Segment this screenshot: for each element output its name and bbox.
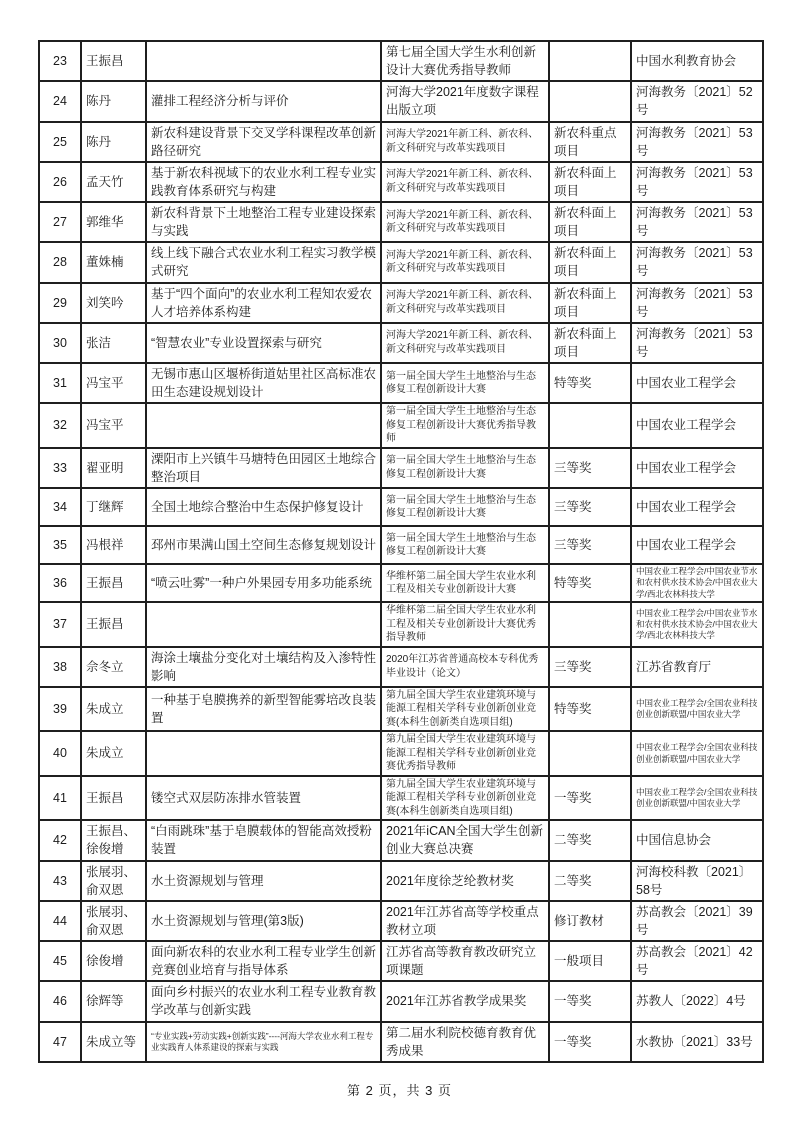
cell-event: 第一届全国大学生土地整治与生态修复工程创新设计大赛 [381, 526, 549, 564]
table-row [39, 901, 763, 941]
table-row [39, 941, 763, 981]
cell-title [146, 41, 381, 81]
table-row [39, 448, 763, 488]
cell-award [549, 731, 631, 776]
cell-name: 王振昌 [81, 41, 146, 81]
cell-title: 海涂土壤盐分变化对土壤结构及入渗特性影响 [146, 647, 381, 687]
cell-name: 徐辉等 [81, 981, 146, 1021]
cell-award: 三等奖 [549, 448, 631, 488]
cell-name: 冯根祥 [81, 526, 146, 564]
cell-name: 陈丹 [81, 122, 146, 162]
cell-award: 新农科面上项目 [549, 323, 631, 363]
cell-doc: 水教协〔2021〕33号 [631, 1022, 763, 1062]
cell-event: 华维杯第二届全国大学生农业水利工程及相关专业创新设计大赛 [381, 564, 549, 602]
cell-event: 河海大学2021年新工科、新农科、新文科研究与改革实践项目 [381, 202, 549, 242]
cell-doc: 中国农业工程学会 [631, 526, 763, 564]
cell-name: 王振昌、徐俊增 [81, 820, 146, 860]
table-row [39, 488, 763, 526]
cell-event: 2021年江苏省教学成果奖 [381, 981, 549, 1021]
cell-event: 华维杯第二届全国大学生农业水利工程及相关专业创新设计大赛优秀指导教师 [381, 602, 549, 647]
cell-number: 31 [39, 363, 81, 403]
cell-title: 新农科背景下土地整治工程专业建设探索与实践 [146, 202, 381, 242]
cell-award: 新农科面上项目 [549, 283, 631, 323]
table-row [39, 122, 763, 162]
awards-table-body [39, 41, 763, 1062]
cell-award: 二等奖 [549, 820, 631, 860]
cell-number: 47 [39, 1022, 81, 1062]
table-row [39, 41, 763, 81]
cell-event: 第九届全国大学生农业建筑环境与能源工程相关学科专业创新创业竞赛(本科生创新类自选项目组) [381, 687, 549, 732]
cell-event: 第一届全国大学生土地整治与生态修复工程创新设计大赛 [381, 488, 549, 526]
table-row [39, 363, 763, 403]
cell-event: 2021年江苏省高等学校重点教材立项 [381, 901, 549, 941]
cell-title: 一种基于皂膜携养的新型智能雾培改良装置 [146, 687, 381, 732]
cell-name: 张展羽、俞双恩 [81, 901, 146, 941]
cell-doc: 中国农业工程学会 [631, 403, 763, 448]
table-row [39, 242, 763, 282]
cell-event: 2020年江苏省普通高校本专科优秀毕业设计（论文） [381, 647, 549, 687]
cell-award [549, 602, 631, 647]
cell-award: 新农科面上项目 [549, 202, 631, 242]
table-row [39, 1022, 763, 1062]
cell-title: 镂空式双层防冻排水管装置 [146, 776, 381, 821]
table-row [39, 283, 763, 323]
cell-title: “白雨跳珠”基于皂膜载体的智能高效授粉装置 [146, 820, 381, 860]
cell-doc: 河海教务〔2021〕53号 [631, 323, 763, 363]
cell-name: 陈丹 [81, 81, 146, 121]
cell-title: 无锡市惠山区堰桥街道姑里社区高标准农田生态建设规划设计 [146, 363, 381, 403]
cell-number: 25 [39, 122, 81, 162]
cell-title: 溧阳市上兴镇牛马塘特色田园区土地综合整治项目 [146, 448, 381, 488]
cell-award [549, 41, 631, 81]
cell-number: 24 [39, 81, 81, 121]
table-row [39, 403, 763, 448]
cell-doc: 苏教人〔2022〕4号 [631, 981, 763, 1021]
cell-event: 第七届全国大学生水利创新设计大赛优秀指导教师 [381, 41, 549, 81]
table-row [39, 602, 763, 647]
cell-award: 修订教材 [549, 901, 631, 941]
cell-number: 33 [39, 448, 81, 488]
cell-name: 郭维华 [81, 202, 146, 242]
cell-doc: 河海教务〔2021〕53号 [631, 242, 763, 282]
cell-event: 第一届全国大学生土地整治与生态修复工程创新设计大赛 [381, 448, 549, 488]
cell-title: “喷云吐雾”一种户外果园专用多功能系统 [146, 564, 381, 602]
cell-award: 特等奖 [549, 687, 631, 732]
table-row [39, 981, 763, 1021]
cell-doc: 河海教务〔2021〕53号 [631, 162, 763, 202]
cell-title: 灌排工程经济分析与评价 [146, 81, 381, 121]
cell-doc: 河海教务〔2021〕53号 [631, 283, 763, 323]
cell-event: 第二届水利院校德育教育优秀成果 [381, 1022, 549, 1062]
cell-event: 河海大学2021年新工科、新农科、新文科研究与改革实践项目 [381, 242, 549, 282]
cell-doc: 中国农业工程学会/中国农业节水和农村供水技术协会/中国农业大学/西北农林科技大学 [631, 564, 763, 602]
cell-event: 河海大学2021年新工科、新农科、新文科研究与改革实践项目 [381, 122, 549, 162]
cell-event: 河海大学2021年新工科、新农科、新文科研究与改革实践项目 [381, 162, 549, 202]
cell-number: 43 [39, 861, 81, 901]
cell-award: 三等奖 [549, 488, 631, 526]
cell-name: 王振昌 [81, 564, 146, 602]
cell-doc: 苏高教会〔2021〕42号 [631, 941, 763, 981]
table-row [39, 776, 763, 821]
cell-number: 40 [39, 731, 81, 776]
cell-name: 佘冬立 [81, 647, 146, 687]
cell-event: 第九届全国大学生农业建筑环境与能源工程相关学科专业创新创业竞赛优秀指导教师 [381, 731, 549, 776]
cell-title: 基于新农科视域下的农业水利工程专业实践教育体系研究与构建 [146, 162, 381, 202]
cell-title: 水土资源规划与管理(第3版) [146, 901, 381, 941]
cell-name: 孟天竹 [81, 162, 146, 202]
cell-award: 二等奖 [549, 861, 631, 901]
cell-name: 徐俊增 [81, 941, 146, 981]
cell-award: 特等奖 [549, 363, 631, 403]
cell-number: 27 [39, 202, 81, 242]
cell-name: 董姝楠 [81, 242, 146, 282]
cell-title: 新农科建设背景下交叉学科课程改革创新路径研究 [146, 122, 381, 162]
cell-name: 冯宝平 [81, 363, 146, 403]
table-row [39, 731, 763, 776]
cell-number: 28 [39, 242, 81, 282]
table-row [39, 861, 763, 901]
awards-table [38, 40, 764, 1063]
cell-number: 39 [39, 687, 81, 732]
cell-name: 朱成立 [81, 731, 146, 776]
cell-doc: 河海校科教〔2021〕58号 [631, 861, 763, 901]
cell-number: 36 [39, 564, 81, 602]
cell-title: 线上线下融合式农业水利工程实习教学模式研究 [146, 242, 381, 282]
cell-award: 一等奖 [549, 981, 631, 1021]
cell-doc: 江苏省教育厅 [631, 647, 763, 687]
cell-number: 45 [39, 941, 81, 981]
cell-number: 34 [39, 488, 81, 526]
cell-title [146, 731, 381, 776]
cell-title: 面向新农科的农业水利工程专业学生创新竞赛创业培育与指导体系 [146, 941, 381, 981]
table-row [39, 526, 763, 564]
cell-doc: 中国农业工程学会/全国农业科技创业创新联盟/中国农业大学 [631, 776, 763, 821]
cell-event: 2021年度徐芝纶教材奖 [381, 861, 549, 901]
cell-award: 一般项目 [549, 941, 631, 981]
cell-award: 新农科面上项目 [549, 242, 631, 282]
cell-event: 江苏省高等教育教改研究立项课题 [381, 941, 549, 981]
cell-title: 面向乡村振兴的农业水利工程专业教育教学改革与创新实践 [146, 981, 381, 1021]
table-row [39, 687, 763, 732]
table-row [39, 323, 763, 363]
cell-doc: 中国农业工程学会 [631, 488, 763, 526]
table-row [39, 162, 763, 202]
cell-award: 三等奖 [549, 526, 631, 564]
page-footer: 第 2 页，共 3 页 [347, 1083, 452, 1098]
table-row [39, 820, 763, 860]
cell-award: 一等奖 [549, 776, 631, 821]
cell-number: 29 [39, 283, 81, 323]
cell-event: 河海大学2021年新工科、新农科、新文科研究与改革实践项目 [381, 323, 549, 363]
cell-doc: 河海教务〔2021〕52号 [631, 81, 763, 121]
cell-name: 王振昌 [81, 776, 146, 821]
cell-event: 河海大学2021年度数字课程出版立项 [381, 81, 549, 121]
cell-doc: 河海教务〔2021〕53号 [631, 202, 763, 242]
cell-name: 丁继辉 [81, 488, 146, 526]
cell-title: 水土资源规划与管理 [146, 861, 381, 901]
cell-award: 一等奖 [549, 1022, 631, 1062]
table-row [39, 647, 763, 687]
cell-doc: 中国水利教育协会 [631, 41, 763, 81]
cell-doc: 中国农业工程学会/中国农业节水和农村供水技术协会/中国农业大学/西北农林科技大学 [631, 602, 763, 647]
cell-number: 26 [39, 162, 81, 202]
cell-award: 新农科面上项目 [549, 162, 631, 202]
cell-award [549, 403, 631, 448]
cell-doc: 中国信息协会 [631, 820, 763, 860]
cell-doc: 中国农业工程学会/全国农业科技创业创新联盟/中国农业大学 [631, 687, 763, 732]
cell-name: 朱成立等 [81, 1022, 146, 1062]
cell-doc: 苏高教会〔2021〕39号 [631, 901, 763, 941]
cell-name: 张洁 [81, 323, 146, 363]
cell-title: “智慧农业”专业设置探索与研究 [146, 323, 381, 363]
table-row [39, 81, 763, 121]
cell-doc: 河海教务〔2021〕53号 [631, 122, 763, 162]
cell-number: 41 [39, 776, 81, 821]
cell-number: 35 [39, 526, 81, 564]
cell-number: 44 [39, 901, 81, 941]
cell-number: 23 [39, 41, 81, 81]
cell-name: 刘笑吟 [81, 283, 146, 323]
table-row [39, 202, 763, 242]
cell-title: 全国土地综合整治中生态保护修复设计 [146, 488, 381, 526]
cell-award [549, 81, 631, 121]
cell-title [146, 403, 381, 448]
cell-title: “专业实践+劳动实践+创新实践”----河海大学农业水利工程专业实践育人体系建设的探索与实践 [146, 1022, 381, 1062]
cell-event: 第一届全国大学生土地整治与生态修复工程创新设计大赛优秀指导教师 [381, 403, 549, 448]
cell-event: 第九届全国大学生农业建筑环境与能源工程相关学科专业创新创业竞赛(本科生创新类自选项目组) [381, 776, 549, 821]
cell-doc: 中国农业工程学会 [631, 363, 763, 403]
cell-event: 河海大学2021年新工科、新农科、新文科研究与改革实践项目 [381, 283, 549, 323]
cell-name: 王振昌 [81, 602, 146, 647]
cell-number: 46 [39, 981, 81, 1021]
cell-name: 翟亚明 [81, 448, 146, 488]
cell-event: 第一届全国大学生土地整治与生态修复工程创新设计大赛 [381, 363, 549, 403]
cell-award: 三等奖 [549, 647, 631, 687]
cell-name: 朱成立 [81, 687, 146, 732]
cell-number: 30 [39, 323, 81, 363]
cell-event: 2021年iCAN全国大学生创新创业大赛总决赛 [381, 820, 549, 860]
table-row [39, 564, 763, 602]
cell-number: 32 [39, 403, 81, 448]
cell-title: 基于“四个面向”的农业水利工程知农爱农人才培养体系构建 [146, 283, 381, 323]
cell-number: 38 [39, 647, 81, 687]
cell-doc: 中国农业工程学会 [631, 448, 763, 488]
cell-name: 冯宝平 [81, 403, 146, 448]
cell-award: 特等奖 [549, 564, 631, 602]
cell-name: 张展羽、俞双恩 [81, 861, 146, 901]
cell-title: 邳州市果满山国土空间生态修复规划设计 [146, 526, 381, 564]
cell-title [146, 602, 381, 647]
cell-number: 37 [39, 602, 81, 647]
cell-number: 42 [39, 820, 81, 860]
cell-doc: 中国农业工程学会/全国农业科技创业创新联盟/中国农业大学 [631, 731, 763, 776]
cell-award: 新农科重点项目 [549, 122, 631, 162]
